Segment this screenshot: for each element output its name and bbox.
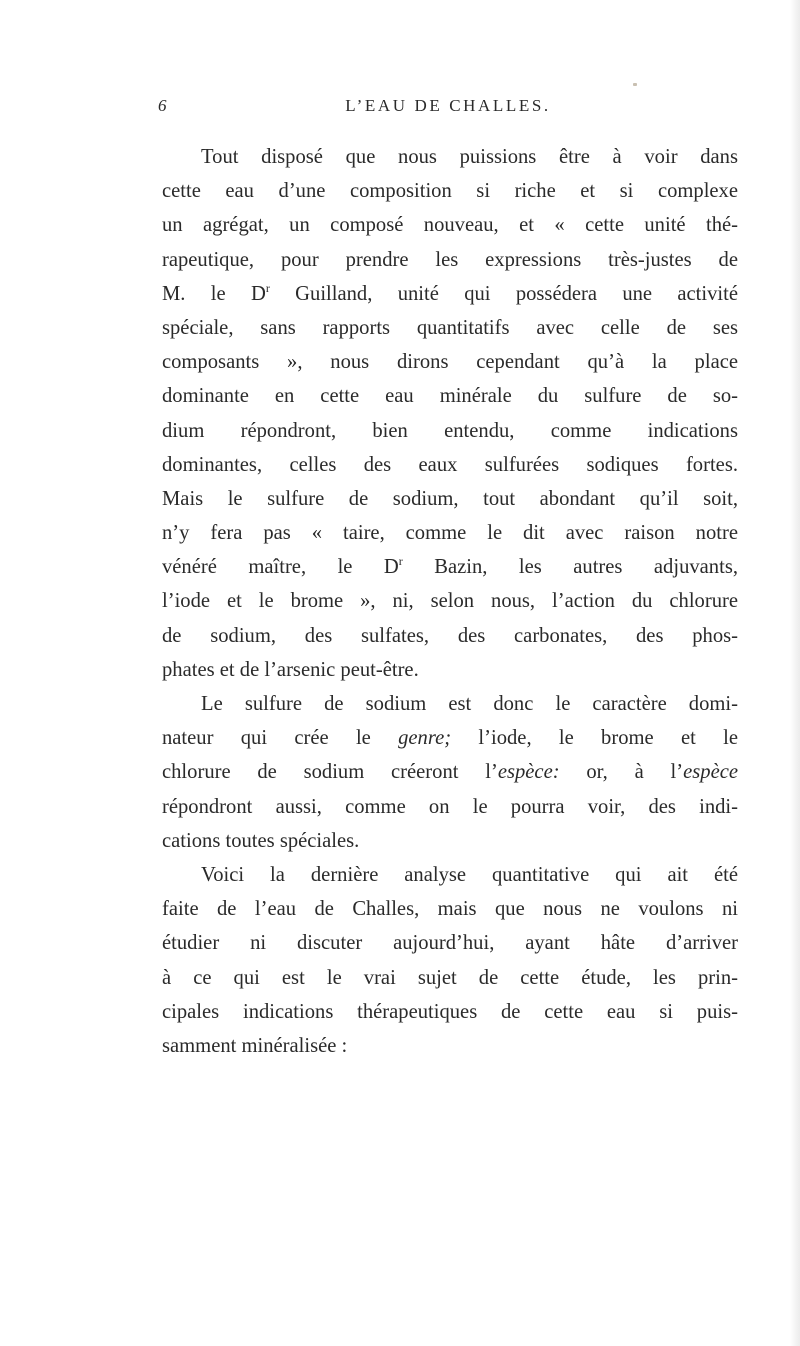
page-edge-shadow — [790, 0, 800, 1346]
text-line: cations toutes spéciales. — [162, 829, 360, 852]
text-line: nateur qui crée le genre; l’iode, le brome et le — [162, 727, 738, 750]
page-header — [158, 96, 738, 122]
italic-word: espèce: — [497, 761, 560, 784]
text-line: M. le $D^r$ Guilland, unité qui possédera une activité — [162, 280, 739, 305]
text-line: répondront aussi, comme on le pourra voir, des indi- — [162, 795, 738, 818]
text-line: spéciale, sans rapports quantitatifs avec celle de ses — [162, 316, 738, 339]
text-line: chlorure de sodium créeront l’espèce: or, à l’espèce — [162, 761, 738, 784]
text-line: phates et de l’arsenic peut-être. — [162, 658, 419, 681]
text-line: rapeutique, pour prendre les expressions très-justes de — [162, 248, 738, 271]
italic-word: genre; — [398, 727, 452, 750]
running-title: L’EAU DE CHALLES. — [345, 96, 551, 115]
text-line: n’y fera pas « taire, comme le dit avec raison notre — [162, 522, 738, 545]
paragraph — [162, 687, 738, 858]
text-line: Voici la dernière analyse quantitative qui ait été — [201, 863, 738, 886]
text-line: Mais le sulfure de sodium, tout abondant qu’il soit, — [162, 487, 738, 510]
text-line: samment minéralisée : — [162, 1034, 348, 1057]
text-line: un agrégat, un composé nouveau, et « cette unité thé- — [162, 214, 738, 237]
text-line: composants », nous dirons cependant qu’à la place — [162, 351, 738, 374]
text-line: cette eau d’une composition si riche et si complexe — [162, 180, 738, 203]
text-line: Tout disposé que nous puissions être à voir dans — [201, 146, 738, 168]
text-line: à ce qui est le vrai sujet de cette étude, les prin- — [162, 966, 738, 989]
text-line: dominante en cette eau minérale du sulfure de so- — [162, 385, 738, 408]
paragraph — [162, 140, 738, 687]
italic-word: espèce — [683, 761, 738, 784]
text-line: de sodium, des sulfates, des carbonates, des phos- — [162, 624, 738, 647]
superscript: r — [265, 280, 270, 295]
text-line: l’iode et le brome », ni, selon nous, l’action du chlorure — [162, 590, 738, 613]
text-line: faite de l’eau de Challes, mais que nous ne voulons ni — [162, 898, 738, 921]
text-line: cipales indications thérapeutiques de cette eau si puis- — [162, 1000, 738, 1023]
ink-speck — [633, 83, 637, 86]
text-line: dominantes, celles des eaux sulfurées sodiques fortes. — [162, 453, 738, 476]
text-line: Le sulfure de sodium est donc le caractère domi- — [201, 693, 738, 715]
text-line: vénéré maître, le $D^r$ Bazin, les autres adjuvants, — [162, 554, 738, 579]
body-text — [162, 140, 738, 1063]
page-number: 6 — [158, 96, 167, 115]
text-line: dium répondront, bien entendu, comme indications — [162, 419, 738, 442]
paragraph — [162, 858, 738, 1063]
superscript: r — [398, 554, 403, 569]
text-line: étudier ni discuter aujourd’hui, ayant hâte d’arriver — [162, 932, 738, 955]
